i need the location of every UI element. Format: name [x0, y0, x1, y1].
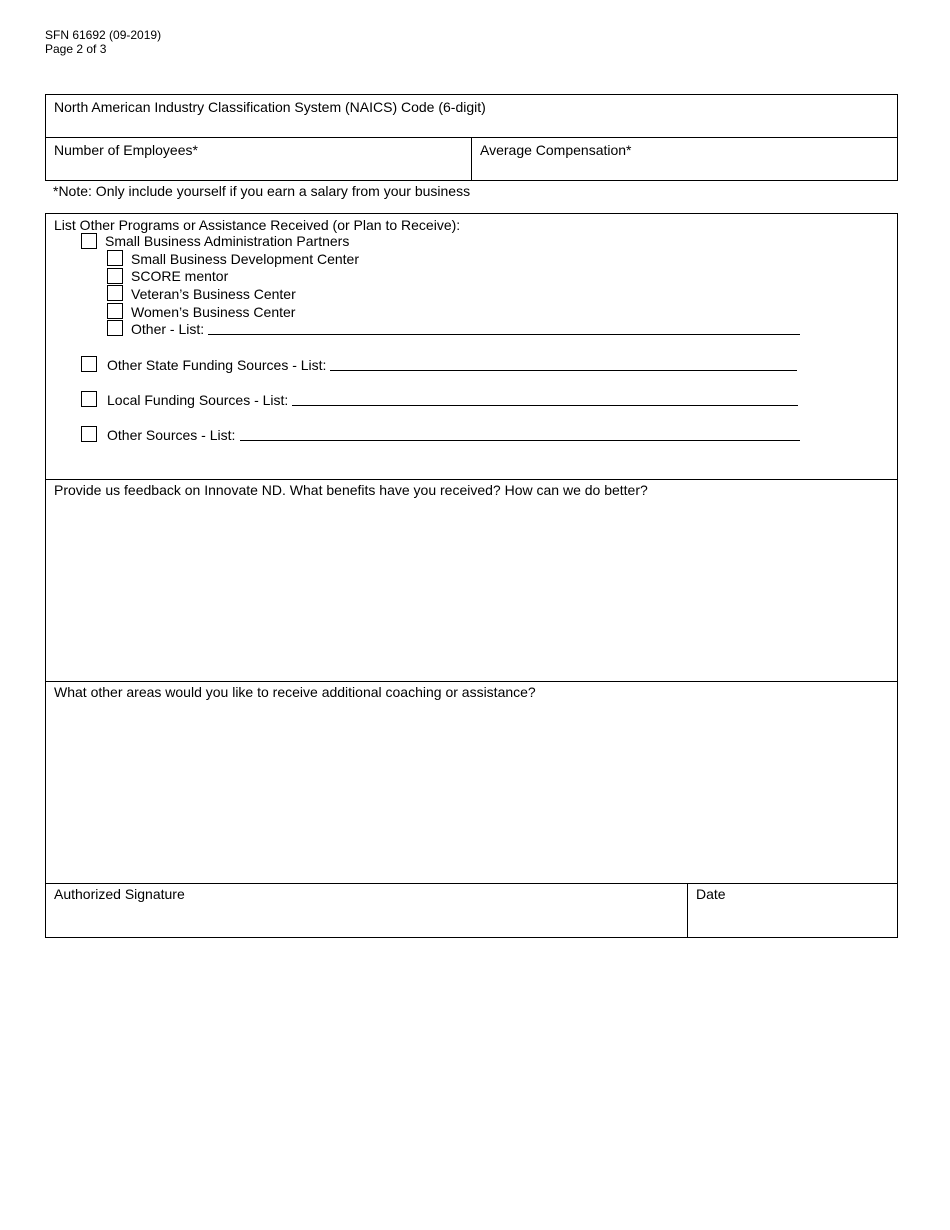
form-number: SFN 61692 (09-2019)	[45, 28, 162, 42]
employees-note: *Note: Only include yourself if you earn a salary from your business	[53, 183, 471, 199]
date-field[interactable]	[687, 883, 898, 938]
veterans-center-label: Veteran’s Business Center	[131, 286, 296, 302]
womens-center-checkbox[interactable]	[107, 303, 123, 319]
sba-partners-checkbox[interactable]	[81, 233, 97, 249]
local-funding-label: Local Funding Sources - List:	[107, 392, 289, 408]
womens-center-label: Women’s Business Center	[131, 304, 296, 320]
coaching-field[interactable]	[45, 681, 898, 884]
state-funding-list-line[interactable]	[330, 370, 797, 371]
sbdc-checkbox[interactable]	[107, 250, 123, 266]
other-sources-checkbox[interactable]	[81, 426, 97, 442]
date-label: Date	[696, 886, 726, 902]
employees-label: Number of Employees*	[54, 142, 198, 158]
programs-title: List Other Programs or Assistance Received (or Plan to Receive):	[54, 217, 461, 233]
other-sba-label: Other - List:	[131, 321, 205, 337]
naics-label: North American Industry Classification System (NAICS) Code (6-digit)	[54, 99, 486, 115]
state-funding-label: Other State Funding Sources - List:	[107, 357, 327, 373]
signature-label: Authorized Signature	[54, 886, 185, 902]
compensation-label: Average Compensation*	[480, 142, 632, 158]
feedback-field[interactable]	[45, 479, 898, 682]
other-sources-list-line[interactable]	[240, 440, 800, 441]
employees-field[interactable]	[45, 137, 472, 181]
other-sources-label: Other Sources - List:	[107, 427, 236, 443]
coaching-question: What other areas would you like to receive additional coaching or assistance?	[54, 684, 536, 700]
local-funding-list-line[interactable]	[292, 405, 798, 406]
other-sba-checkbox[interactable]	[107, 320, 123, 336]
naics-field[interactable]	[45, 94, 898, 138]
page-number: Page 2 of 3	[45, 42, 107, 56]
feedback-question: Provide us feedback on Innovate ND. What benefits have you received? How can we do better?	[54, 482, 648, 498]
form-header	[45, 28, 161, 56]
score-mentor-checkbox[interactable]	[107, 268, 123, 284]
other-sba-list-line[interactable]	[208, 334, 800, 335]
local-funding-checkbox[interactable]	[81, 391, 97, 407]
compensation-field[interactable]	[471, 137, 898, 181]
veterans-center-checkbox[interactable]	[107, 285, 123, 301]
signature-field[interactable]	[45, 883, 688, 938]
sba-partners-label: Small Business Administration Partners	[105, 233, 350, 249]
state-funding-checkbox[interactable]	[81, 356, 97, 372]
sbdc-label: Small Business Development Center	[131, 251, 359, 267]
score-mentor-label: SCORE mentor	[131, 268, 229, 284]
